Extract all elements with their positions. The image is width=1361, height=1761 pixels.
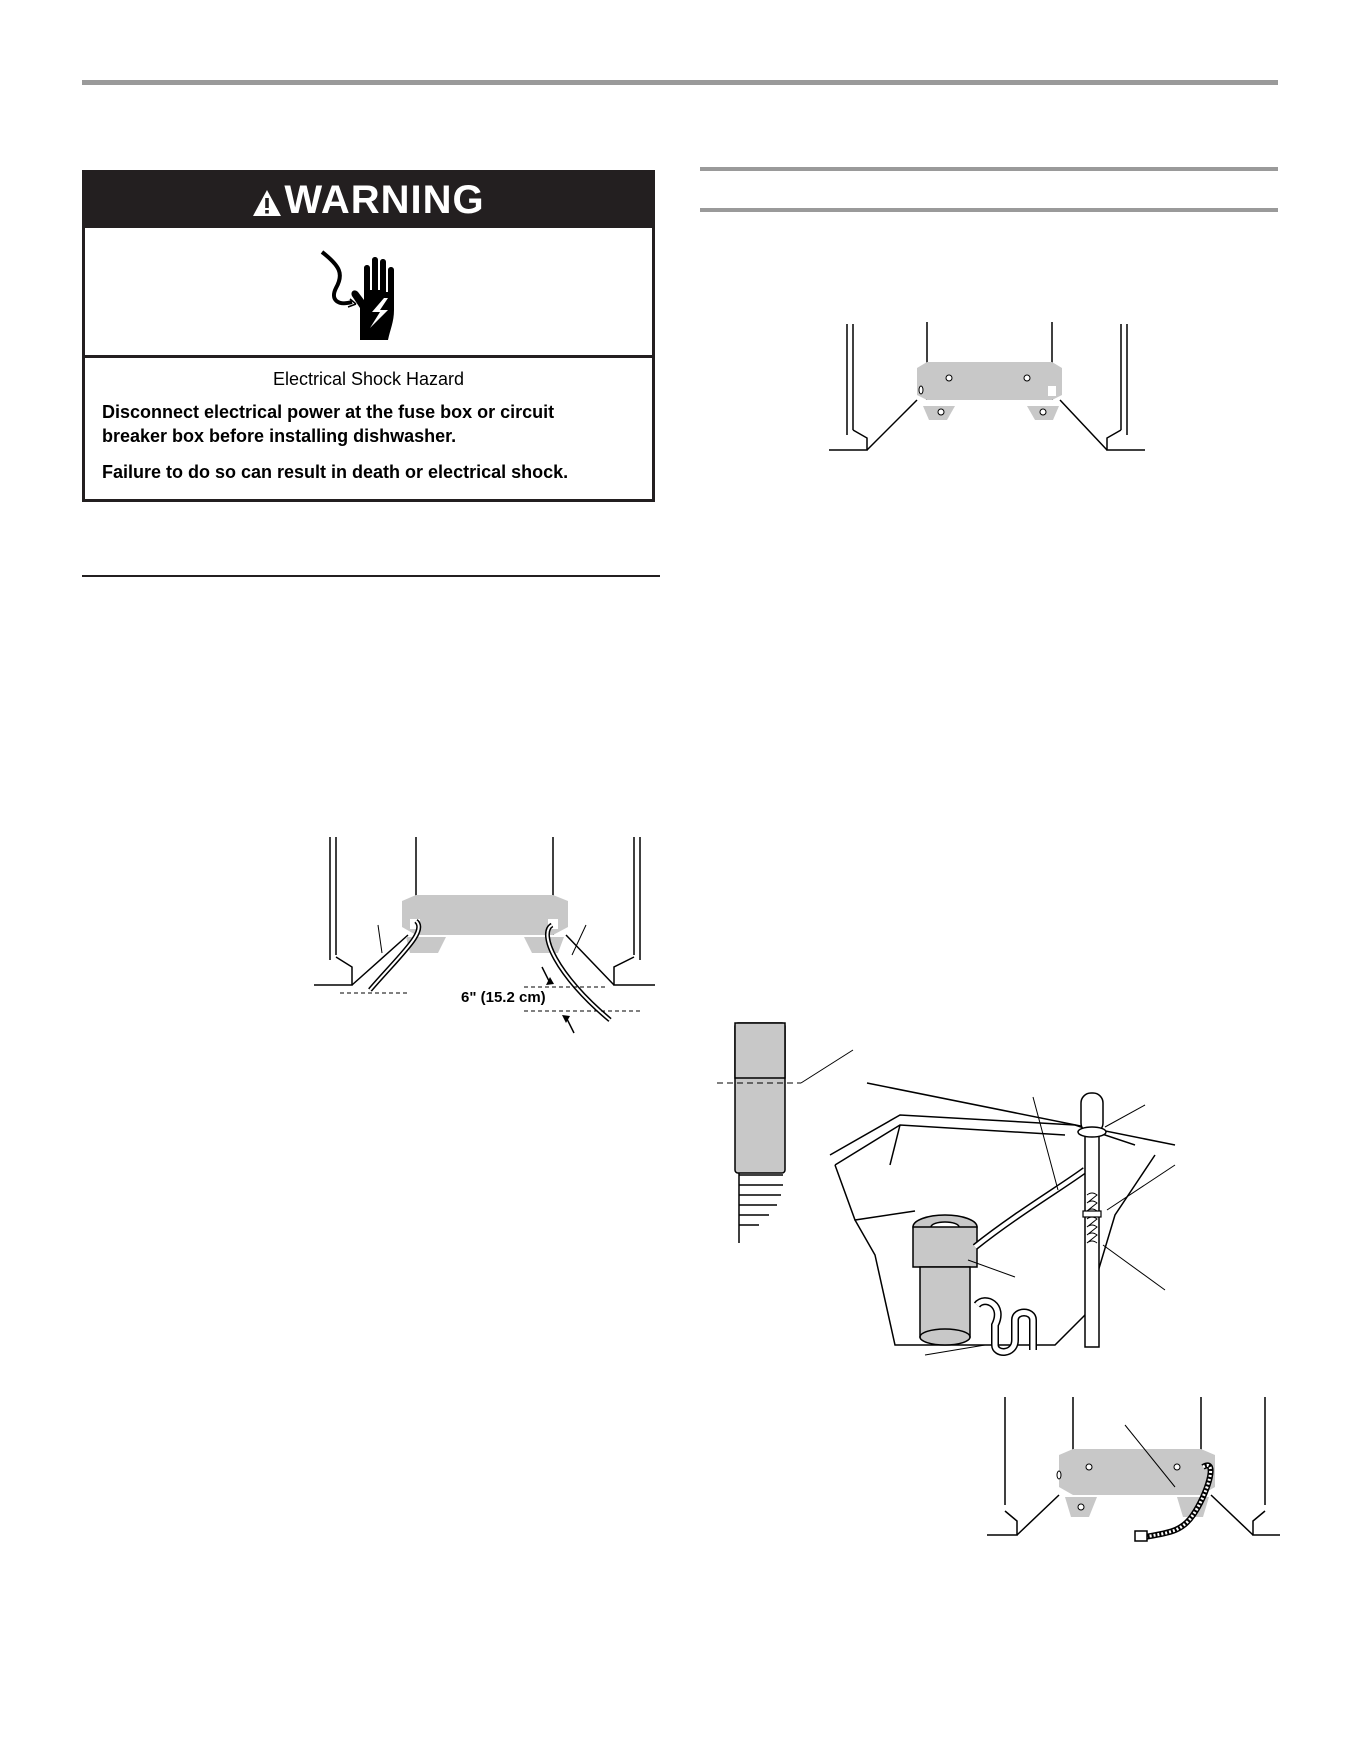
warning-title: WARNING	[284, 178, 485, 222]
warning-consequence-line: Failure to do so can result in death or electrical shock.	[102, 462, 569, 482]
drain-connection-figure	[715, 1015, 1190, 1375]
right-section-rule-bottom	[700, 208, 1278, 212]
hazard-title: Electrical Shock Hazard	[272, 369, 465, 389]
warning-header	[85, 173, 652, 228]
electrical-shock-hand-icon	[310, 238, 420, 348]
alert-triangle-icon	[252, 188, 282, 218]
cabinet-opening-figure	[825, 320, 1155, 460]
right-section-rule-top	[700, 167, 1278, 171]
left-section-rule	[82, 575, 660, 577]
cable-dimension-label: 6" (15.2 cm)	[461, 989, 546, 1006]
top-page-rule	[82, 80, 1278, 85]
warning-body	[85, 358, 652, 484]
warning-instruction-line-2: breaker box before installing dishwasher.	[102, 426, 457, 446]
warning-box	[82, 170, 655, 502]
warning-instruction-line-1: Disconnect electrical power at the fuse box or circuit	[102, 402, 555, 422]
warning-icon-area	[85, 228, 652, 358]
water-line-figure	[985, 1395, 1280, 1565]
